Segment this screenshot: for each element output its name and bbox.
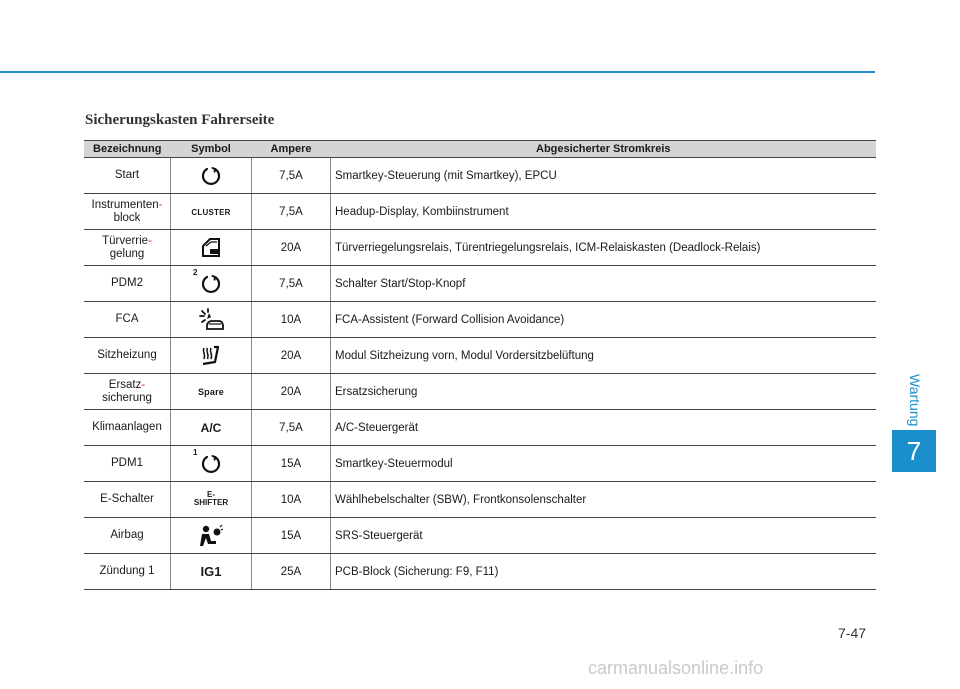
table-row	[84, 302, 876, 338]
fuse-circuit: FCA-Assistent (Forward Collision Avoidance)	[331, 302, 877, 338]
fuse-circuit: Modul Sitzheizung vorn, Modul Vordersitzbelüftung	[331, 338, 877, 374]
table-header-row	[84, 141, 876, 158]
table-row	[84, 158, 876, 194]
fuse-ampere: 10A	[252, 302, 331, 338]
pdm2-icon: 2	[199, 272, 223, 296]
fuse-ampere: 15A	[252, 446, 331, 482]
table-row	[84, 482, 876, 518]
fuse-circuit: A/C-Steuergerät	[331, 410, 877, 446]
fuse-name: PDM2	[84, 266, 171, 302]
fca-icon	[197, 307, 225, 333]
fuse-circuit: SRS-Steuergerät	[331, 518, 877, 554]
fuse-name: Instrumenten- block	[84, 194, 171, 230]
table-row	[84, 338, 876, 374]
fuse-name: FCA	[84, 302, 171, 338]
chapter-side-label: Wartung	[907, 373, 923, 427]
fuse-ampere: 20A	[252, 338, 331, 374]
fuse-name: PDM1	[84, 446, 171, 482]
header-bezeichnung: Bezeichnung	[84, 141, 171, 158]
page-number: 7-47	[838, 625, 867, 641]
header-ampere: Ampere	[252, 141, 331, 158]
fuse-ampere: 10A	[252, 482, 331, 518]
fuse-circuit: Ersatzsicherung	[331, 374, 877, 410]
header-symbol: Symbol	[171, 141, 252, 158]
fuse-table	[84, 140, 876, 590]
fuse-name: Zündung 1	[84, 554, 171, 590]
pdm1-icon: 1	[199, 452, 223, 476]
header-rule	[0, 71, 875, 73]
fuse-name: E-Schalter	[84, 482, 171, 518]
fuse-name: Airbag	[84, 518, 171, 554]
e-shifter-symbol: E- SHIFTER	[193, 490, 229, 507]
table-row	[84, 410, 876, 446]
table-row	[84, 554, 876, 590]
fuse-circuit: Schalter Start/Stop-Knopf	[331, 266, 877, 302]
fuse-name: Klimaanlagen	[84, 410, 171, 446]
cluster-symbol: CLUSTER	[191, 207, 231, 217]
fuse-ampere: 7,5A	[252, 266, 331, 302]
ac-symbol: A/C	[200, 420, 222, 435]
fuse-name: Ersatz- sicherung	[84, 374, 171, 410]
header-stromkreis: Abgesicherter Stromkreis	[331, 141, 877, 158]
fuse-circuit: Smartkey-Steuermodul	[331, 446, 877, 482]
section-title: Sicherungskasten Fahrerseite	[85, 112, 275, 128]
ig1-symbol: IG1	[200, 564, 222, 579]
fuse-ampere: 20A	[252, 230, 331, 266]
airbag-icon	[198, 524, 224, 548]
start-icon	[199, 164, 223, 188]
fuse-ampere: 7,5A	[252, 158, 331, 194]
watermark: carmanualsonline.info	[588, 658, 764, 678]
fuse-ampere: 25A	[252, 554, 331, 590]
fuse-name: Start	[84, 158, 171, 194]
table-row	[84, 230, 876, 266]
door-lock-icon	[199, 236, 223, 260]
fuse-circuit: Wählhebelschalter (SBW), Frontkonsolenschalter	[331, 482, 877, 518]
fuse-name: Türverrie- gelung	[84, 230, 171, 266]
chapter-number-tab: 7	[892, 430, 936, 472]
fuse-ampere: 20A	[252, 374, 331, 410]
spare-symbol: Spare	[197, 386, 224, 397]
fuse-circuit: Headup-Display, Kombiinstrument	[331, 194, 877, 230]
fuse-circuit: Türverriegelungsrelais, Türentriegelungsrelais, ICM-Relaiskasten (Deadlock-Relais)	[331, 230, 877, 266]
fuse-circuit: PCB-Block (Sicherung: F9, F11)	[331, 554, 877, 590]
table-row	[84, 194, 876, 230]
seat-heater-icon	[199, 344, 223, 368]
fuse-ampere: 7,5A	[252, 410, 331, 446]
fuse-circuit: Smartkey-Steuerung (mit Smartkey), EPCU	[331, 158, 877, 194]
table-row	[84, 518, 876, 554]
table-row	[84, 446, 876, 482]
table-row	[84, 374, 876, 410]
fuse-ampere: 15A	[252, 518, 331, 554]
fuse-name: Sitzheizung	[84, 338, 171, 374]
fuse-ampere: 7,5A	[252, 194, 331, 230]
table-row	[84, 266, 876, 302]
